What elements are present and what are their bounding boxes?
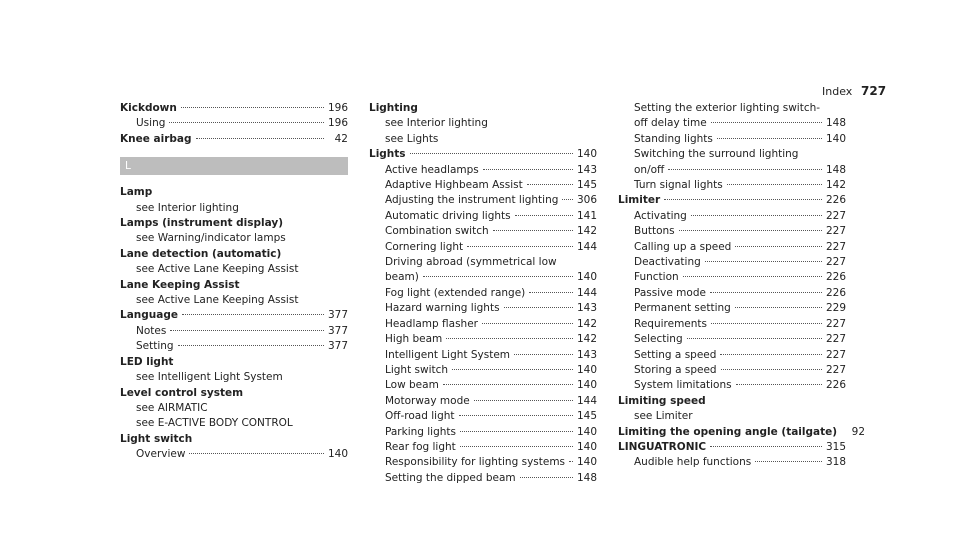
index-subentry: [369, 178, 597, 193]
entry-text: Motorway mode: [385, 394, 470, 407]
entry-text: Lamp: [120, 186, 153, 199]
page-reference[interactable]: 318: [825, 456, 846, 469]
index-subentry: [618, 363, 846, 378]
index-column-2: [369, 101, 597, 486]
dot-leader: [493, 230, 573, 231]
index-entry: [120, 308, 348, 323]
index-subentry: [120, 447, 348, 462]
index-subentry: [618, 101, 846, 116]
page-reference[interactable]: 377: [327, 340, 348, 353]
entry-text: Lane detection (automatic): [120, 247, 282, 260]
page-reference[interactable]: 142: [576, 333, 597, 346]
entry-text: off delay time: [634, 117, 707, 130]
dot-leader: [504, 307, 573, 308]
entry-text: see Warning/indicator lamps: [136, 232, 286, 245]
entry-text: see Active Lane Keeping Assist: [136, 263, 299, 276]
entry-text: beam): [385, 271, 419, 284]
entry-text: Light switch: [385, 363, 449, 376]
index-subentry: [618, 147, 846, 162]
dot-leader: [446, 338, 573, 339]
dot-leader: [514, 354, 573, 355]
index-entry: [120, 386, 348, 401]
dot-leader: [181, 107, 324, 108]
entry-text: Passive mode: [634, 286, 706, 299]
entry-text: see AIRMATIC: [136, 401, 208, 414]
page-reference[interactable]: 140: [576, 456, 597, 469]
dot-leader: [182, 314, 324, 315]
dot-leader: [727, 184, 822, 185]
index-see-reference: [120, 201, 348, 216]
dot-leader: [735, 307, 822, 308]
dot-leader: [735, 246, 822, 247]
index-subentry: [369, 455, 597, 470]
index-subentry: [369, 301, 597, 316]
entry-text: Driving abroad (symmetrical low: [385, 256, 557, 269]
entry-text: see E-ACTIVE BODY CONTROL: [136, 417, 293, 430]
index-subentry: [369, 409, 597, 424]
entry-text: Notes: [136, 324, 167, 337]
index-subentry: [369, 224, 597, 239]
page-reference[interactable]: 306: [576, 194, 597, 207]
index-subentry: [369, 286, 597, 301]
index-column-3: [618, 101, 866, 471]
dot-leader: [529, 292, 573, 293]
entry-text: Setting a speed: [634, 348, 717, 361]
index-subentry: [369, 332, 597, 347]
index-subentry: [369, 363, 597, 378]
page-reference[interactable]: 142: [576, 317, 597, 330]
dot-leader: [169, 122, 324, 123]
entry-text: Fog light (extended range): [385, 286, 526, 299]
index-entry: [369, 101, 597, 116]
page-reference[interactable]: 227: [825, 225, 846, 238]
index-subentry: [618, 240, 846, 255]
entry-text: Knee airbag: [120, 132, 192, 145]
page-reference[interactable]: 315: [825, 440, 846, 453]
dot-leader: [460, 446, 573, 447]
page-reference[interactable]: 143: [576, 163, 597, 176]
dot-leader: [410, 153, 573, 154]
index-entry: [120, 216, 348, 231]
dot-leader: [569, 461, 573, 462]
entry-text: Limiting speed: [618, 394, 706, 407]
entry-text: Setting: [136, 340, 174, 353]
page-reference[interactable]: 140: [825, 132, 846, 145]
dot-leader: [459, 415, 573, 416]
page-reference[interactable]: 196: [327, 117, 348, 130]
entry-text: Audible help functions: [634, 456, 752, 469]
entry-text: Rear fog light: [385, 440, 456, 453]
index-entry: [120, 185, 348, 200]
page-reference[interactable]: 140: [576, 440, 597, 453]
entry-text: Adjusting the instrument lighting: [385, 194, 559, 207]
index-subentry: [369, 394, 597, 409]
dot-leader: [687, 338, 822, 339]
page-reference[interactable]: 377: [327, 309, 348, 322]
entry-text: LED light: [120, 355, 174, 368]
entry-text: Lamps (instrument display): [120, 217, 284, 230]
index-entry: [120, 355, 348, 370]
index-subentry: [369, 255, 597, 270]
entry-text: Requirements: [634, 317, 707, 330]
page-reference[interactable]: 92: [851, 425, 866, 438]
index-subentry: [369, 270, 597, 285]
index-see-reference: [369, 132, 597, 147]
index-subentry: [369, 209, 597, 224]
page-reference[interactable]: 148: [825, 117, 846, 130]
page-reference[interactable]: 140: [576, 425, 597, 438]
entry-text: see Interior lighting: [385, 117, 488, 130]
dot-leader: [443, 384, 573, 385]
index-subentry: [120, 339, 348, 354]
dot-leader: [482, 323, 573, 324]
entry-text: Active headlamps: [385, 163, 479, 176]
entry-text: see Intelligent Light System: [136, 371, 283, 384]
dot-leader: [679, 230, 822, 231]
dot-leader: [474, 400, 573, 401]
entry-text: Off-road light: [385, 410, 455, 423]
page-reference[interactable]: 226: [825, 379, 846, 392]
page-reference[interactable]: 227: [825, 317, 846, 330]
index-see-reference: [120, 293, 348, 308]
index-see-reference: [120, 416, 348, 431]
index-subentry: [369, 440, 597, 455]
page-reference[interactable]: 142: [825, 179, 846, 192]
index-subentry: [369, 425, 597, 440]
entry-text: see Limiter: [634, 410, 693, 423]
index-subentry: [618, 132, 846, 147]
dot-leader: [467, 246, 573, 247]
index-subentry: [369, 348, 597, 363]
index-subentry: [120, 324, 348, 339]
index-entry: [618, 394, 846, 409]
page-reference[interactable]: 144: [576, 240, 597, 253]
entry-text: Limiting the opening angle (tailgate): [618, 425, 838, 438]
page-reference[interactable]: 229: [825, 302, 846, 315]
index-subentry: [618, 332, 846, 347]
entry-text: Cornering light: [385, 240, 464, 253]
index-subentry: [618, 224, 846, 239]
page-reference[interactable]: 227: [825, 363, 846, 376]
index-subentry: [369, 193, 597, 208]
dot-leader: [668, 169, 822, 170]
page-reference[interactable]: 377: [327, 324, 348, 337]
dot-leader: [711, 323, 822, 324]
dot-leader: [705, 261, 822, 262]
entry-text: Low beam: [385, 379, 439, 392]
dot-leader: [520, 477, 573, 478]
page-reference[interactable]: 142: [576, 225, 597, 238]
entry-text: Turn signal lights: [634, 179, 723, 192]
page-header: [0, 85, 960, 101]
entry-text: Hazard warning lights: [385, 302, 500, 315]
dot-leader: [515, 215, 573, 216]
entry-text: Selecting: [634, 333, 683, 346]
dot-leader: [711, 122, 822, 123]
page-reference[interactable]: 196: [327, 102, 348, 114]
entry-text: Lights: [369, 148, 406, 161]
page-reference[interactable]: 140: [327, 448, 348, 461]
dot-leader: [460, 431, 573, 432]
page-reference[interactable]: 144: [576, 286, 597, 299]
dot-leader: [717, 138, 822, 139]
page-reference[interactable]: 227: [825, 348, 846, 361]
entry-text: Adaptive Highbeam Assist: [385, 179, 523, 192]
entry-text: LINGUATRONIC: [618, 440, 707, 453]
dot-leader: [178, 345, 324, 346]
entry-text: Kickdown: [120, 102, 177, 114]
entry-text: Intelligent Light System: [385, 348, 511, 361]
entry-text: Headlamp flasher: [385, 317, 478, 330]
dot-leader: [721, 369, 822, 370]
index-subentry: [618, 378, 846, 393]
entry-text: Overview: [136, 448, 186, 461]
entry-text: Standing lights: [634, 132, 713, 145]
index-subentry: [369, 240, 597, 255]
entry-text: Activating: [634, 209, 687, 222]
index-entry: [120, 278, 348, 293]
entry-text: Limiter: [618, 194, 661, 207]
index-see-reference: [369, 116, 597, 131]
entry-text: Lane Keeping Assist: [120, 278, 240, 291]
index-entry: [120, 432, 348, 447]
page-reference[interactable]: 227: [825, 256, 846, 269]
index-entry: [120, 101, 348, 116]
section-heading: L: [120, 157, 348, 175]
entry-text: Responsibility for lighting systems: [385, 456, 566, 469]
page-reference[interactable]: 226: [825, 271, 846, 284]
entry-text: Function: [634, 271, 679, 284]
index-see-reference: [618, 409, 846, 424]
dot-leader: [170, 330, 324, 331]
entry-text: Using: [136, 117, 166, 130]
page-reference[interactable]: 42: [334, 132, 348, 145]
entry-text: Deactivating: [634, 256, 701, 269]
entry-text: Light switch: [120, 432, 193, 445]
entry-text: Combination switch: [385, 225, 489, 238]
page-reference[interactable]: 143: [576, 302, 597, 315]
dot-leader: [755, 461, 822, 462]
entry-text: Lighting: [369, 102, 418, 114]
index-subentry: [618, 163, 846, 178]
entry-text: Language: [120, 309, 178, 322]
index-column-1: [120, 101, 348, 463]
entry-text: see Active Lane Keeping Assist: [136, 294, 299, 307]
dot-leader: [710, 292, 822, 293]
index-entry: [120, 247, 348, 262]
index-see-reference: [120, 231, 348, 246]
index-subentry: [618, 178, 846, 193]
index-subentry: [618, 209, 846, 224]
entry-text: Automatic driving lights: [385, 209, 511, 222]
index-subentry: [618, 317, 846, 332]
page-reference[interactable]: 145: [576, 179, 597, 192]
entry-text: Switching the surround lighting: [634, 148, 799, 161]
page-reference[interactable]: 140: [576, 271, 597, 284]
entry-text: Buttons: [634, 225, 675, 238]
index-entry: [618, 425, 866, 440]
index-entry: [120, 132, 348, 147]
dot-leader: [527, 184, 573, 185]
dot-leader: [691, 215, 822, 216]
index-entry: [618, 440, 846, 455]
entry-text: Parking lights: [385, 425, 457, 438]
page-reference[interactable]: 143: [576, 348, 597, 361]
page-reference[interactable]: 227: [825, 333, 846, 346]
entry-text: Setting the exterior lighting switch-: [634, 102, 821, 114]
page-reference[interactable]: 227: [825, 240, 846, 253]
index-see-reference: [120, 262, 348, 277]
dot-leader: [562, 199, 573, 200]
index-see-reference: [120, 370, 348, 385]
entry-text: Storing a speed: [634, 363, 717, 376]
dot-leader: [683, 276, 822, 277]
index-subentry: [618, 255, 846, 270]
page-reference[interactable]: 140: [576, 148, 597, 161]
index-entry: [618, 193, 846, 208]
dot-leader: [664, 199, 822, 200]
index-subentry: [369, 471, 597, 486]
entry-text: System limitations: [634, 379, 732, 392]
page-number: 727: [861, 84, 887, 98]
dot-leader: [720, 354, 822, 355]
index-subentry: [618, 116, 846, 131]
entry-text: High beam: [385, 333, 443, 346]
index-subentry: [120, 116, 348, 131]
index-subentry: [618, 286, 846, 301]
index-subentry: [618, 270, 846, 285]
index-subentry: [618, 301, 846, 316]
index-subentry: [618, 348, 846, 363]
dot-leader: [196, 138, 325, 139]
entry-text: Level control system: [120, 386, 244, 399]
entry-text: Permanent setting: [634, 302, 731, 315]
index-entry: [369, 147, 597, 162]
index-see-reference: [120, 401, 348, 416]
entry-text: Setting the dipped beam: [385, 471, 516, 484]
page-reference[interactable]: 141: [576, 209, 597, 222]
page-reference[interactable]: 226: [825, 194, 846, 207]
dot-leader: [710, 446, 822, 447]
index-subentry: [369, 378, 597, 393]
entry-text: see Interior lighting: [136, 201, 239, 214]
page-reference[interactable]: 148: [576, 471, 597, 484]
header-label: Index: [822, 85, 853, 98]
page-reference[interactable]: 227: [825, 209, 846, 222]
page-reference[interactable]: 140: [576, 379, 597, 392]
dot-leader: [483, 169, 573, 170]
index-subentry: [369, 163, 597, 178]
page-reference[interactable]: 226: [825, 286, 846, 299]
index-subentry: [369, 317, 597, 332]
entry-text: Calling up a speed: [634, 240, 732, 253]
dot-leader: [452, 369, 573, 370]
dot-leader: [189, 453, 324, 454]
page-reference[interactable]: 144: [576, 394, 597, 407]
dot-leader: [736, 384, 822, 385]
page-reference[interactable]: 140: [576, 363, 597, 376]
index-subentry: [618, 455, 846, 470]
entry-text: on/off: [634, 163, 665, 176]
dot-leader: [423, 276, 573, 277]
page-reference[interactable]: 148: [825, 163, 846, 176]
page-reference[interactable]: 145: [576, 410, 597, 423]
entry-text: see Lights: [385, 132, 439, 145]
